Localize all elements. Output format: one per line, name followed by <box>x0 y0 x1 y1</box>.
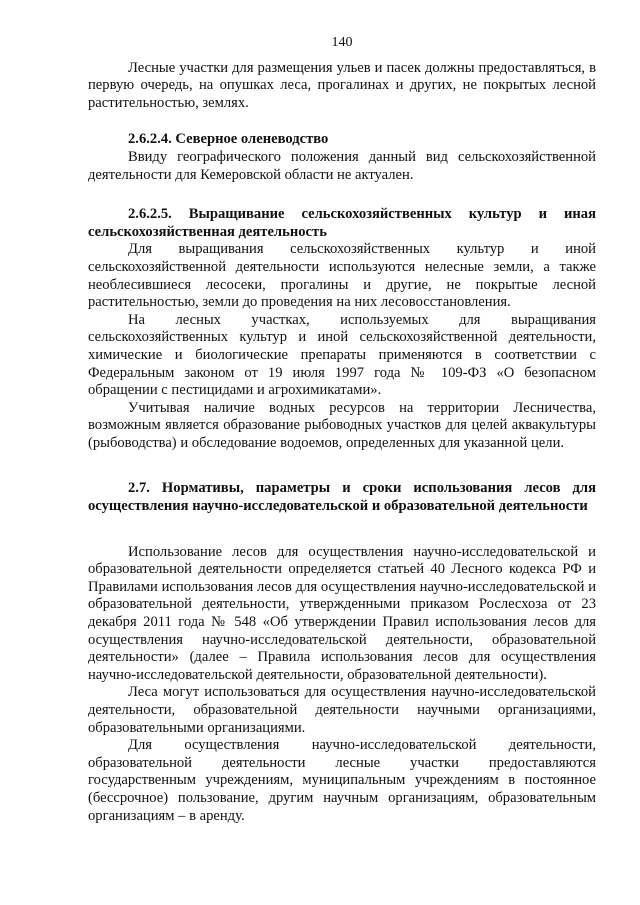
heading-crop-cultivation: 2.6.2.5. Выращивание сельскохозяйственных культур и иная сельскохозяйственная деятельность <box>88 206 596 240</box>
paragraph-research-organizations: Леса могут использоваться для осуществления научно-исследовательской деятельности, образовательной деятельности научными организациями, образовательными организациями. <box>88 684 596 736</box>
paragraph-aquaculture: Учитывая наличие водных ресурсов на территории Лесничества, возможным является образование рыбоводных участков для целей аквакультуры (рыбоводства) и обследование водоемов, определенных для указанной цели. <box>88 399 596 451</box>
paragraph-beehives: Лесные участки для размещения ульев и пасек должны предоставляться, в первую очередь, на опушках леса, прогалинах и других, не покрытых лесной растительностью, землях. <box>88 59 596 111</box>
paragraph-chemical-preparations: На лесных участках, используемых для выращивания сельскохозяйственных культур и иной сельскохозяйственной деятельности, химические и биологические препараты применяются в соответствии с Федеральным законом от 19 июля 1997 года № 109-ФЗ «О безопасном обращении с пестицидами и агрохимикатами». <box>88 311 596 399</box>
paragraph-non-forest-lands: Для выращивания сельскохозяйственных культур и иной сельскохозяйственной деятельности используются нелесные земли, а также необлесившиеся лесосеки, прогалины и другие, не покрытые лесной растительностью, земли до проведения на них лесовосстановления. <box>88 241 596 311</box>
paragraph-reindeer-not-relevant: Ввиду географического положения данный вид сельскохозяйственной деятельности для Кемеровской области не актуален. <box>88 148 596 183</box>
paragraph-land-provision: Для осуществления научно-исследовательской деятельности, образовательной деятельности лесные участки предоставляются государственным учреждениям, муниципальным учреждениям в постоянное (бессрочное) пользование, другим научным организациям, образовательным организациям – в аренду. <box>88 737 596 824</box>
document-page <box>88 34 596 825</box>
page-number: 140 <box>331 35 353 50</box>
paragraph-research-rules: Использование лесов для осуществления научно-исследовательской и образовательной деятельности определяется статьей 40 Лесного кодекса РФ и Правилами использования лесов для осуществления научно-исследовательской и образовательной деятельности, утвержденными приказом Рослесхоза от 23 декабря 2011 года № 548 «Об утверждении Правил использования лесов для осуществления научно-исследовательской деятельности, образовательной деятельности» (далее – Правила использования лесов для осуществления научно-исследовательской деятельности, образовательной деятельности). <box>88 543 596 683</box>
heading-reindeer-herding: 2.6.2.4. Северное оленеводство <box>128 131 329 148</box>
heading-research-education: 2.7. Нормативы, параметры и сроки использования лесов для осуществления научно-исследовательской и образовательной деятельности <box>88 480 596 515</box>
